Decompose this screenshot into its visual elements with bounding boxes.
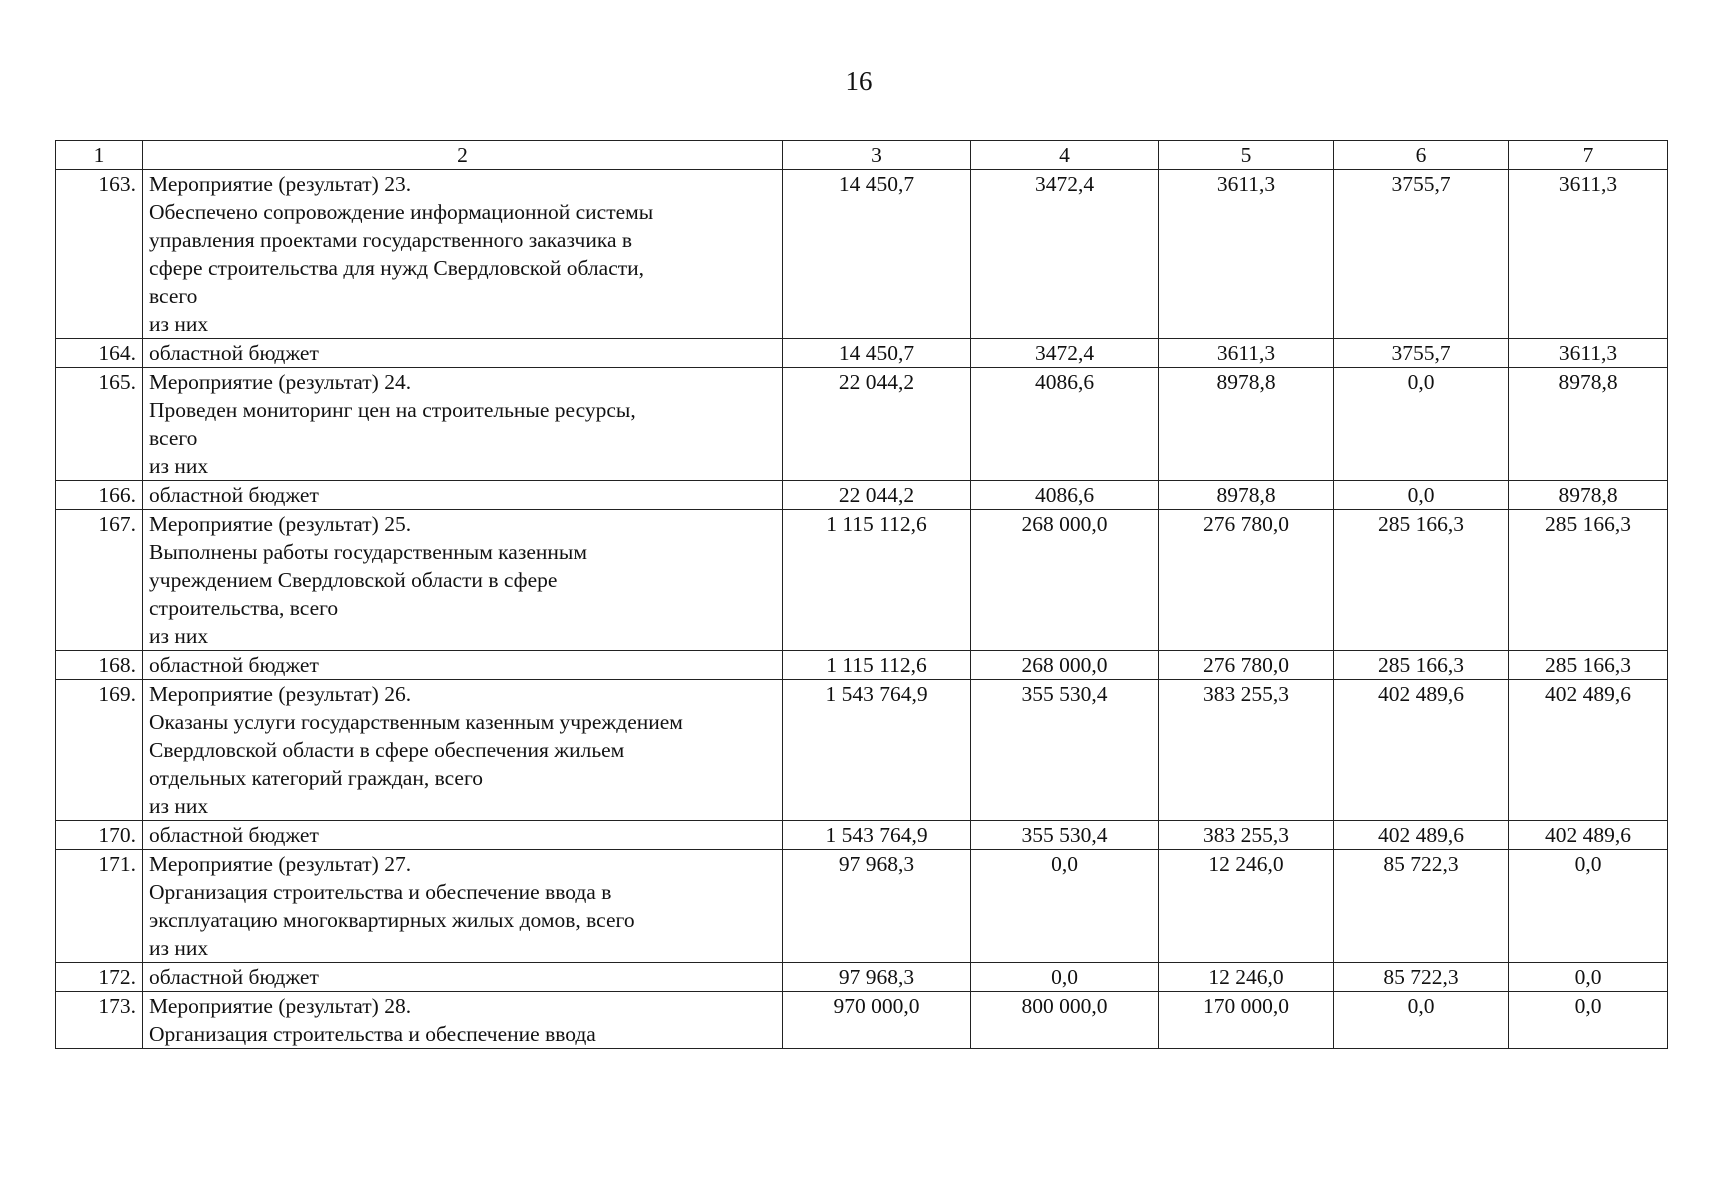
value-cell: 285 166,3 bbox=[1509, 510, 1668, 651]
value-cell: 8978,8 bbox=[1509, 368, 1668, 481]
value-cell: 1 115 112,6 bbox=[783, 651, 971, 680]
value-cell: 0,0 bbox=[1334, 481, 1509, 510]
description-line: Организация строительства и обеспечение ввода bbox=[149, 1022, 596, 1046]
value-cell: 1 543 764,9 bbox=[783, 680, 971, 821]
value-cell: 355 530,4 bbox=[971, 680, 1159, 821]
value-cell: 22 044,2 bbox=[783, 368, 971, 481]
value-cell: 8978,8 bbox=[1159, 368, 1334, 481]
value-cell: 402 489,6 bbox=[1334, 821, 1509, 850]
value-cell: 0,0 bbox=[971, 850, 1159, 963]
row-description bbox=[143, 170, 783, 339]
value-cell: 0,0 bbox=[1334, 368, 1509, 481]
description-line: областной бюджет bbox=[149, 965, 319, 989]
column-header: 2 bbox=[143, 141, 783, 170]
value-cell: 0,0 bbox=[1509, 992, 1668, 1049]
value-cell: 8978,8 bbox=[1509, 481, 1668, 510]
value-cell: 97 968,3 bbox=[783, 963, 971, 992]
value-cell: 14 450,7 bbox=[783, 170, 971, 339]
table-body bbox=[56, 170, 1668, 1049]
row-number: 164. bbox=[56, 339, 143, 368]
description-line: из них bbox=[149, 794, 209, 818]
description-line: Проведен мониторинг цен на строительные ресурсы, bbox=[149, 398, 636, 422]
table-row bbox=[56, 680, 1668, 821]
value-cell: 3755,7 bbox=[1334, 170, 1509, 339]
value-cell: 285 166,3 bbox=[1509, 651, 1668, 680]
value-cell: 3472,4 bbox=[971, 339, 1159, 368]
value-cell: 4086,6 bbox=[971, 481, 1159, 510]
description-line: эксплуатацию многоквартирных жилых домов, всего bbox=[149, 908, 635, 932]
value-cell: 285 166,3 bbox=[1334, 510, 1509, 651]
value-cell: 1 543 764,9 bbox=[783, 821, 971, 850]
column-header: 7 bbox=[1509, 141, 1668, 170]
description-line: Мероприятие (результат) 28. bbox=[149, 994, 412, 1018]
description-line: областной бюджет bbox=[149, 483, 319, 507]
value-cell: 3611,3 bbox=[1509, 339, 1668, 368]
value-cell: 12 246,0 bbox=[1159, 963, 1334, 992]
header-row bbox=[56, 141, 1668, 170]
description-line: Мероприятие (результат) 27. bbox=[149, 852, 412, 876]
value-cell: 3611,3 bbox=[1159, 339, 1334, 368]
description-line: строительства, всего bbox=[149, 596, 339, 620]
row-description bbox=[143, 680, 783, 821]
value-cell: 970 000,0 bbox=[783, 992, 971, 1049]
description-line: отдельных категорий граждан, всего bbox=[149, 766, 483, 790]
table-row bbox=[56, 850, 1668, 963]
value-cell: 170 000,0 bbox=[1159, 992, 1334, 1049]
description-line: областной бюджет bbox=[149, 341, 319, 365]
description-line: областной бюджет bbox=[149, 823, 319, 847]
table-row bbox=[56, 339, 1668, 368]
data-table bbox=[55, 140, 1668, 1049]
description-line: Выполнены работы государственным казенным bbox=[149, 540, 587, 564]
value-cell: 14 450,7 bbox=[783, 339, 971, 368]
value-cell: 800 000,0 bbox=[971, 992, 1159, 1049]
value-cell: 383 255,3 bbox=[1159, 821, 1334, 850]
value-cell: 276 780,0 bbox=[1159, 510, 1334, 651]
row-description bbox=[143, 368, 783, 481]
value-cell: 3755,7 bbox=[1334, 339, 1509, 368]
description-line: Свердловской области в сфере обеспечения жильем bbox=[149, 738, 625, 762]
description-line: всего bbox=[149, 284, 198, 308]
row-description bbox=[143, 481, 783, 510]
value-cell: 0,0 bbox=[1509, 850, 1668, 963]
value-cell: 3611,3 bbox=[1509, 170, 1668, 339]
value-cell: 3611,3 bbox=[1159, 170, 1334, 339]
description-line: Обеспечено сопровождение информационной системы bbox=[149, 200, 654, 224]
table-row bbox=[56, 992, 1668, 1049]
column-header: 4 bbox=[971, 141, 1159, 170]
value-cell: 402 489,6 bbox=[1334, 680, 1509, 821]
description-line: из них bbox=[149, 936, 209, 960]
description-line: областной бюджет bbox=[149, 653, 319, 677]
row-number: 172. bbox=[56, 963, 143, 992]
row-number: 171. bbox=[56, 850, 143, 963]
description-line: Мероприятие (результат) 25. bbox=[149, 512, 412, 536]
description-line: всего bbox=[149, 426, 198, 450]
value-cell: 85 722,3 bbox=[1334, 963, 1509, 992]
value-cell: 383 255,3 bbox=[1159, 680, 1334, 821]
table-row bbox=[56, 651, 1668, 680]
table-row bbox=[56, 821, 1668, 850]
value-cell: 8978,8 bbox=[1159, 481, 1334, 510]
page-number: 16 bbox=[845, 66, 873, 96]
value-cell: 97 968,3 bbox=[783, 850, 971, 963]
description-line: Оказаны услуги государственным казенным учреждением bbox=[149, 710, 683, 734]
value-cell: 402 489,6 bbox=[1509, 680, 1668, 821]
table-row bbox=[56, 963, 1668, 992]
row-number: 167. bbox=[56, 510, 143, 651]
row-description bbox=[143, 850, 783, 963]
description-line: Организация строительства и обеспечение ввода в bbox=[149, 880, 612, 904]
value-cell: 22 044,2 bbox=[783, 481, 971, 510]
description-line: Мероприятие (результат) 23. bbox=[149, 172, 412, 196]
row-number: 166. bbox=[56, 481, 143, 510]
row-description bbox=[143, 651, 783, 680]
value-cell: 276 780,0 bbox=[1159, 651, 1334, 680]
column-header: 1 bbox=[56, 141, 143, 170]
value-cell: 0,0 bbox=[1334, 992, 1509, 1049]
description-line: из них bbox=[149, 312, 209, 336]
value-cell: 402 489,6 bbox=[1509, 821, 1668, 850]
row-description bbox=[143, 821, 783, 850]
value-cell: 4086,6 bbox=[971, 368, 1159, 481]
table-row bbox=[56, 368, 1668, 481]
row-description bbox=[143, 963, 783, 992]
value-cell: 0,0 bbox=[971, 963, 1159, 992]
value-cell: 1 115 112,6 bbox=[783, 510, 971, 651]
row-description bbox=[143, 992, 783, 1049]
value-cell: 12 246,0 bbox=[1159, 850, 1334, 963]
table-row bbox=[56, 170, 1668, 339]
description-line: Мероприятие (результат) 26. bbox=[149, 682, 412, 706]
value-cell: 0,0 bbox=[1509, 963, 1668, 992]
value-cell: 268 000,0 bbox=[971, 510, 1159, 651]
row-description bbox=[143, 339, 783, 368]
column-header: 6 bbox=[1334, 141, 1509, 170]
column-header: 5 bbox=[1159, 141, 1334, 170]
table-row bbox=[56, 481, 1668, 510]
row-number: 170. bbox=[56, 821, 143, 850]
description-line: Мероприятие (результат) 24. bbox=[149, 370, 412, 394]
row-number: 163. bbox=[56, 170, 143, 339]
row-description bbox=[143, 510, 783, 651]
row-number: 168. bbox=[56, 651, 143, 680]
description-line: из них bbox=[149, 454, 209, 478]
value-cell: 268 000,0 bbox=[971, 651, 1159, 680]
value-cell: 285 166,3 bbox=[1334, 651, 1509, 680]
table-row bbox=[56, 510, 1668, 651]
column-header: 3 bbox=[783, 141, 971, 170]
row-number: 165. bbox=[56, 368, 143, 481]
value-cell: 85 722,3 bbox=[1334, 850, 1509, 963]
value-cell: 355 530,4 bbox=[971, 821, 1159, 850]
description-line: сфере строительства для нужд Свердловской области, bbox=[149, 256, 645, 280]
row-number: 173. bbox=[56, 992, 143, 1049]
description-line: управления проектами государственного заказчика в bbox=[149, 228, 633, 252]
description-line: из них bbox=[149, 624, 209, 648]
value-cell: 3472,4 bbox=[971, 170, 1159, 339]
description-line: учреждением Свердловской области в сфере bbox=[149, 568, 558, 592]
row-number: 169. bbox=[56, 680, 143, 821]
